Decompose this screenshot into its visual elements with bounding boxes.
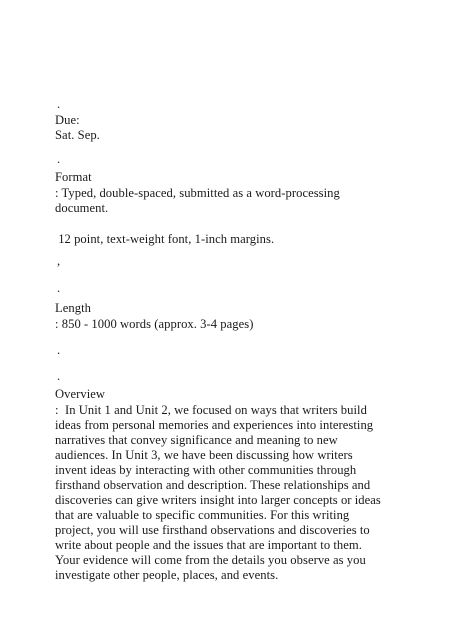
overview-line-10: write about people and the issues that are important to them. xyxy=(55,538,362,552)
format-line-2: document. xyxy=(55,201,109,215)
format-line-3: 12 point, text-weight font, 1-inch margins. xyxy=(55,232,275,246)
overview-line-1: : In Unit 1 and Unit 2, we focused on ways that writers build xyxy=(55,403,367,417)
separator-dot: . xyxy=(57,343,61,357)
separator-dot: . xyxy=(57,369,61,383)
due-heading: Due: xyxy=(55,113,80,127)
overview-line-6: firsthand observation and description. These relationships and xyxy=(55,478,371,492)
overview-line-9: project, you will use firsthand observations and discoveries to xyxy=(55,523,370,537)
format-line-1: : Typed, double-spaced, submitted as a word-processing xyxy=(55,186,340,200)
overview-line-12: investigate other people, places, and events. xyxy=(55,568,279,582)
separator-dot: . xyxy=(57,97,61,111)
overview-line-3: narratives that convey significance and meaning to new xyxy=(55,433,338,447)
separator-dot: . xyxy=(57,152,61,166)
due-date: Sat. Sep. xyxy=(55,128,100,142)
separator-comma: , xyxy=(57,254,61,268)
separator-dot: . xyxy=(57,281,61,295)
overview-heading: Overview xyxy=(55,387,106,401)
overview-line-8: that are valuable to specific communities. For this writing xyxy=(55,508,350,522)
overview-line-7: discoveries can give writers insight into larger concepts or ideas xyxy=(55,493,381,507)
length-value: : 850 - 1000 words (approx. 3-4 pages) xyxy=(55,317,254,331)
length-heading: Length xyxy=(55,301,91,315)
format-heading: Format xyxy=(55,170,92,184)
overview-line-2: ideas from personal memories and experiences into interesting xyxy=(55,418,374,432)
overview-line-4: audiences. In Unit 3, we have been discussing how writers xyxy=(55,448,353,462)
overview-line-11: Your evidence will come from the details you observe as you xyxy=(55,553,366,567)
overview-line-5: invent ideas by interacting with other communities through xyxy=(55,463,357,477)
